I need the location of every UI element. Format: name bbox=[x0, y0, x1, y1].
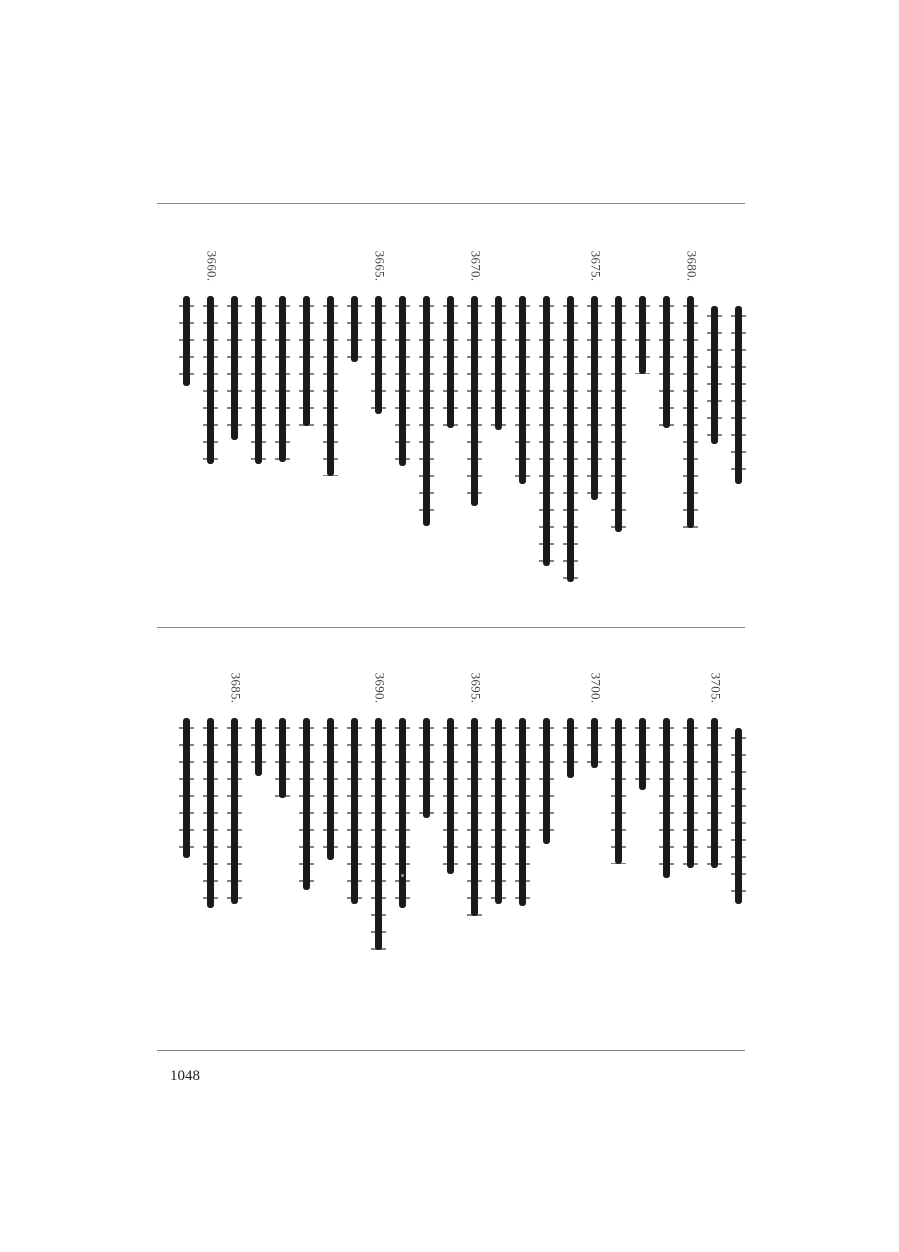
verse-section-top bbox=[157, 240, 745, 580]
verse-section-bottom bbox=[157, 662, 745, 1002]
top-rule bbox=[157, 203, 745, 204]
line-number: 3660. bbox=[204, 250, 219, 282]
line-number: 3695. bbox=[468, 672, 483, 704]
stray-mark bbox=[401, 874, 404, 877]
middle-rule bbox=[157, 627, 745, 628]
line-number: 3675. bbox=[588, 250, 603, 282]
line-number: 3690. bbox=[372, 672, 387, 704]
line-number: 3670. bbox=[468, 250, 483, 282]
line-number: 3705. bbox=[708, 672, 723, 704]
line-number: 3685. bbox=[228, 672, 243, 704]
page-number: 1048 bbox=[170, 1068, 200, 1084]
line-number: 3665. bbox=[372, 250, 387, 282]
line-number: 3700. bbox=[588, 672, 603, 704]
line-number: 3680. bbox=[684, 250, 699, 282]
bottom-rule bbox=[157, 1050, 745, 1051]
